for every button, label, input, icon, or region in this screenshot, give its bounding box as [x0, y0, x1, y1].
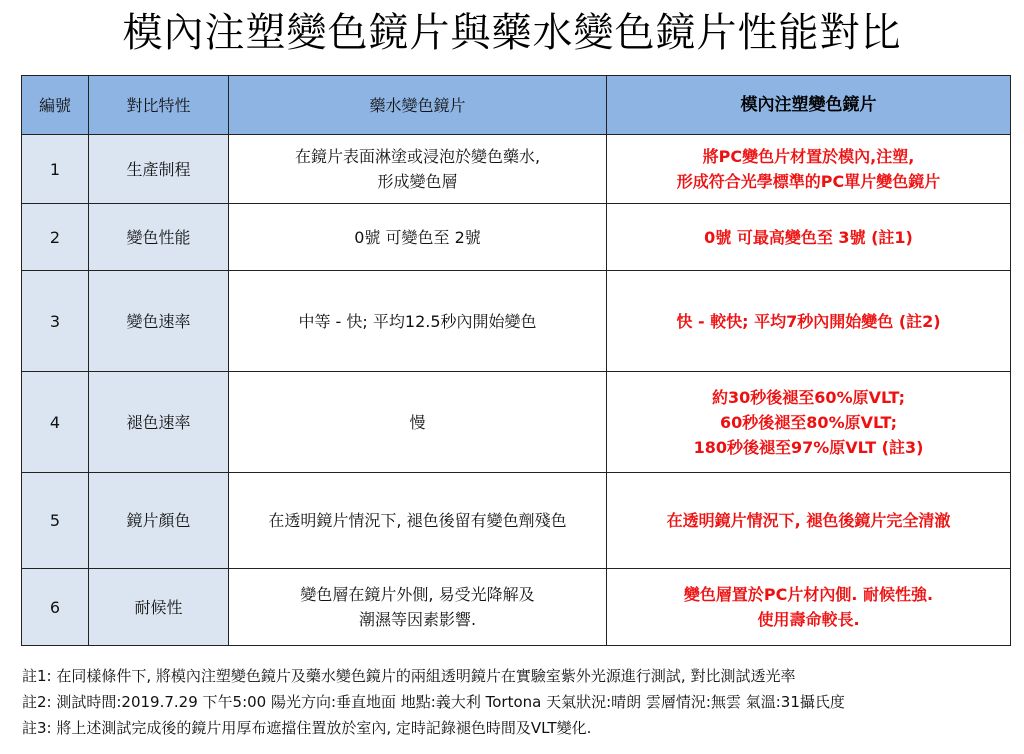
- cell-line: 變色層置於PC片材內側. 耐候性強.: [683, 585, 934, 604]
- row-number: 2: [22, 204, 89, 271]
- footnotes: [22, 663, 1012, 741]
- cell-line: 0號 可變色至 2號: [354, 227, 481, 247]
- cell-line: 在透明鏡片情況下, 褪色後鏡片完全清澈: [666, 511, 951, 530]
- header-drug-lens: 藥水變色鏡片: [229, 76, 607, 135]
- row-feature: 變色性能: [89, 204, 229, 271]
- table-header-row: [22, 76, 1011, 135]
- mold-lens-cell: [607, 473, 1011, 569]
- row-number: 4: [22, 372, 89, 473]
- cell-line: 180秒後褪至97%原VLT (註3): [693, 437, 924, 457]
- table-row: [22, 271, 1011, 372]
- table-row: [22, 569, 1011, 646]
- footnote-3: 註3: 將上述測試完成後的鏡片用厚布遮擋住置放於室內, 定時記錄褪色時間及VLT變化.: [22, 719, 592, 737]
- mold-lens-cell: [607, 204, 1011, 271]
- cell-line: 約30秒後褪至60%原VLT;: [712, 387, 905, 407]
- cell-line: 在透明鏡片情況下, 褪色後留有變色劑殘色: [268, 511, 567, 530]
- header-mold-lens: 模內注塑變色鏡片: [607, 76, 1011, 135]
- cell-line: 中等 - 快; 平均12.5秒內開始變色: [298, 311, 537, 331]
- cell-line: 潮濕等因素影響.: [358, 610, 477, 629]
- footnote-1: 註1: 在同樣條件下, 將模內注塑變色鏡片及藥水變色鏡片的兩組透明鏡片在實驗室紫外光源進行測試, 對比測試透光率: [22, 667, 796, 685]
- mold-lens-cell: [607, 569, 1011, 646]
- row-number: 3: [22, 271, 89, 372]
- table-row: [22, 135, 1011, 204]
- drug-lens-cell: [229, 372, 607, 473]
- cell-line: 使用壽命較長.: [757, 610, 860, 629]
- comparison-table: [21, 75, 1011, 646]
- table-row: [22, 372, 1011, 473]
- page-title: 模內注塑變色鏡片與藥水變色鏡片性能對比: [122, 10, 902, 56]
- row-number: 1: [22, 135, 89, 204]
- header-number: 編號: [22, 76, 89, 135]
- cell-line: 0號 可最高變色至 3號 (註1): [704, 227, 913, 247]
- cell-line: 60秒後褪至80%原VLT;: [720, 412, 897, 432]
- header-feature: 對比特性: [89, 76, 229, 135]
- mold-lens-cell: [607, 271, 1011, 372]
- cell-line: 快 - 較快; 平均7秒內開始變色 (註2): [676, 311, 941, 331]
- drug-lens-cell: [229, 271, 607, 372]
- row-feature: 鏡片顏色: [89, 473, 229, 569]
- cell-line: 將PC變色片材置於模內,注塑,: [702, 147, 915, 166]
- table-row: [22, 473, 1011, 569]
- cell-line: 形成符合光學標準的PC單片變色鏡片: [676, 172, 941, 191]
- cell-line: 形成變色層: [377, 172, 458, 191]
- drug-lens-cell: [229, 473, 607, 569]
- cell-line: 慢: [409, 412, 426, 432]
- row-feature: 耐候性: [89, 569, 229, 646]
- mold-lens-cell: [607, 135, 1011, 204]
- row-feature: 變色速率: [89, 271, 229, 372]
- row-number: 5: [22, 473, 89, 569]
- row-number: 6: [22, 569, 89, 646]
- drug-lens-cell: [229, 135, 607, 204]
- footnote-2: 註2: 測試時間:2019.7.29 下午5:00 陽光方向:垂直地面 地點:義大利 Tortona 天氣狀況:晴朗 雲層情況:無雲 氣溫:31攝氏度: [22, 693, 845, 711]
- drug-lens-cell: [229, 204, 607, 271]
- cell-line: 變色層在鏡片外側, 易受光降解及: [300, 585, 535, 604]
- row-feature: 生產制程: [89, 135, 229, 204]
- mold-lens-cell: [607, 372, 1011, 473]
- table-row: [22, 204, 1011, 271]
- row-feature: 褪色速率: [89, 372, 229, 473]
- drug-lens-cell: [229, 569, 607, 646]
- cell-line: 在鏡片表面淋塗或浸泡於變色藥水,: [294, 147, 541, 166]
